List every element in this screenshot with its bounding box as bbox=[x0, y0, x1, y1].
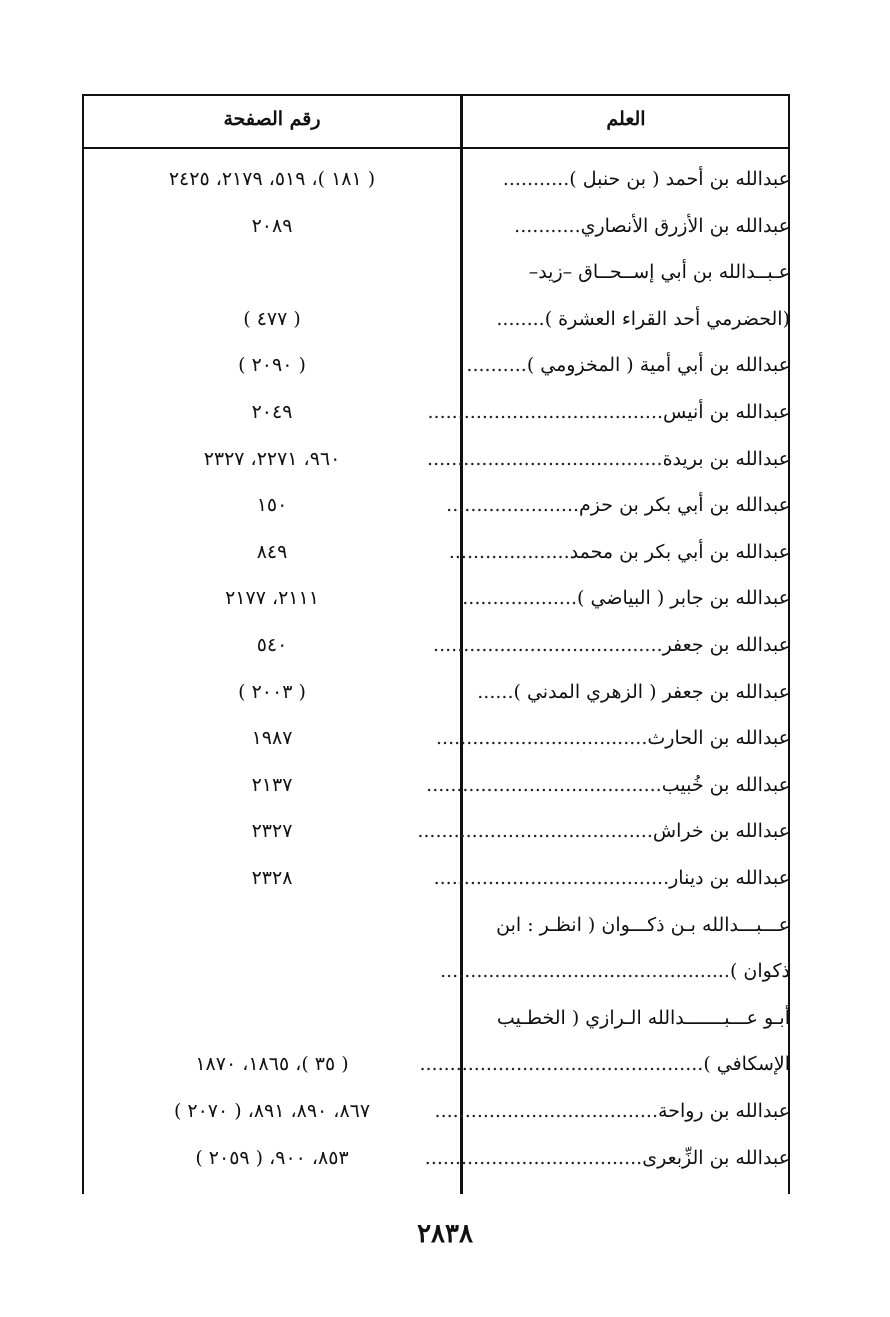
person-name bbox=[417, 808, 790, 854]
person-name bbox=[440, 948, 790, 994]
leader-dots: .................................... bbox=[424, 1146, 643, 1169]
person-name bbox=[448, 529, 790, 575]
person-name bbox=[427, 389, 790, 435]
person-name bbox=[468, 669, 790, 715]
leader-dots: ...... bbox=[477, 680, 514, 703]
leader-dots: ................................... bbox=[436, 727, 648, 750]
person-name-text: عبدالله بن أنيس bbox=[663, 401, 790, 423]
name-column-header: العلم bbox=[606, 108, 646, 130]
leader-dots: ........... bbox=[502, 168, 570, 190]
person-name-text: أبـو عـــبـــــــدالله الـرازي ( الخطـيب bbox=[496, 1006, 790, 1029]
leader-dots: ....................................... bbox=[417, 820, 653, 843]
person-name-text: عبدالله بن الزِّبعرى bbox=[642, 1146, 790, 1169]
leader-dots: ....................................... bbox=[433, 867, 670, 889]
person-name bbox=[468, 203, 790, 249]
page-references: ١٩٨٧ bbox=[251, 727, 293, 750]
leader-dots: ................................................ bbox=[440, 960, 730, 983]
index-table bbox=[82, 94, 790, 1194]
table-row bbox=[82, 762, 790, 808]
person-name bbox=[468, 995, 790, 1041]
table-row bbox=[82, 156, 790, 202]
page-references bbox=[84, 902, 460, 948]
page-references: ٢١٣٧ bbox=[251, 773, 293, 796]
leader-dots: ........... bbox=[514, 214, 581, 237]
page-references: ٢٣٢٧ bbox=[251, 820, 293, 843]
page-column-header: رقم الصفحة bbox=[223, 108, 321, 130]
table-row bbox=[82, 436, 790, 482]
person-name bbox=[419, 1041, 790, 1087]
page-references: ٢٠٤٩ bbox=[251, 401, 293, 423]
person-name bbox=[468, 156, 790, 202]
table-row bbox=[82, 622, 790, 668]
page-references: ٥٤٠ bbox=[256, 634, 288, 656]
table-row bbox=[82, 575, 790, 621]
person-name bbox=[434, 1088, 790, 1134]
table-row bbox=[82, 529, 790, 575]
leader-dots: ................... bbox=[462, 587, 578, 610]
leader-dots: .......... bbox=[466, 354, 527, 377]
leader-dots: ....................................... bbox=[427, 447, 663, 470]
header-divider bbox=[82, 147, 790, 149]
leader-dots: .................... bbox=[448, 540, 570, 563]
page-references bbox=[84, 948, 460, 994]
person-name bbox=[446, 482, 790, 528]
page-references bbox=[84, 249, 460, 295]
table-row bbox=[82, 715, 790, 761]
table-row bbox=[82, 342, 790, 388]
page-references: ٨٦٧، ٨٩٠، ٨٩١، ( ٢٠٧٠ ) bbox=[173, 1100, 371, 1122]
person-name bbox=[462, 575, 790, 621]
page-references: ٨٥٣، ٩٠٠، ( ٢٠٥٩ ) bbox=[195, 1146, 349, 1169]
person-name-text: عبدالله بن جعفر bbox=[662, 634, 790, 656]
person-name-text: عـــبـــدالله بـن ذكـــوان ( انظـر : ابن bbox=[496, 913, 790, 936]
page-references: ١٥٠ bbox=[256, 494, 288, 517]
table-top-border bbox=[82, 94, 790, 96]
page-references: ( ١٨١ )، ٥١٩، ٢١٧٩، ٢٤٢٥ bbox=[168, 168, 376, 190]
page-references: ( ٢٠٠٣ ) bbox=[238, 680, 306, 703]
person-name-text: ذكوان ) bbox=[729, 960, 790, 983]
page-references: ٢١١١، ٢١٧٧ bbox=[225, 587, 319, 610]
person-name-text: (الحضرمي أحد القراء العشرة ) bbox=[544, 307, 790, 330]
leader-dots: ...................................... bbox=[433, 634, 663, 656]
person-name-text: عبدالله بن أبي أمية ( المخزومي ) bbox=[526, 354, 790, 377]
page-references: ( ٢٠٩٠ ) bbox=[238, 354, 306, 377]
leader-dots: ............................................... bbox=[419, 1053, 704, 1076]
person-name bbox=[468, 342, 790, 388]
table-row bbox=[82, 1041, 790, 1087]
person-name bbox=[436, 715, 790, 761]
table-row bbox=[82, 948, 790, 994]
person-name-text: عبدالله بن أبي بكر بن حزم bbox=[579, 494, 790, 517]
page-references: ٩٦٠، ٢٢٧١، ٢٣٢٧ bbox=[203, 447, 341, 470]
person-name-text: عبدالله بن الأزرق الأنصاري bbox=[580, 214, 790, 237]
leader-dots: ....................................... bbox=[426, 773, 662, 796]
person-name bbox=[424, 1135, 790, 1181]
page-references bbox=[84, 995, 460, 1041]
table-row bbox=[82, 249, 790, 295]
person-name-text: عبدالله بن الحارث bbox=[647, 727, 790, 750]
page-references: ٢٣٢٨ bbox=[251, 867, 293, 889]
page-references: ( ٤٧٧ ) bbox=[243, 307, 301, 330]
person-name-text: عبدالله بن أبي بكر بن محمد bbox=[569, 540, 790, 563]
leader-dots: ....................................... bbox=[427, 401, 664, 423]
table-row bbox=[82, 1135, 790, 1181]
table-row bbox=[82, 1088, 790, 1134]
person-name bbox=[468, 902, 790, 948]
leader-dots: ........ bbox=[496, 307, 545, 330]
person-name-text: الإسكافي ) bbox=[703, 1053, 790, 1076]
person-name-text: عبدالله بن جعفر ( الزهري المدني ) bbox=[513, 680, 790, 703]
table-row bbox=[82, 995, 790, 1041]
table-row bbox=[82, 855, 790, 901]
table-row bbox=[82, 808, 790, 854]
leader-dots: ...................... bbox=[446, 494, 580, 517]
person-name-text: عبدالله بن خُبيب bbox=[661, 773, 790, 796]
person-name bbox=[468, 296, 790, 342]
person-name-text: عبدالله بن دينار bbox=[669, 867, 790, 889]
person-name-text: عبدالله بن خراش bbox=[652, 820, 790, 843]
table-row bbox=[82, 296, 790, 342]
table-row bbox=[82, 203, 790, 249]
table-row bbox=[82, 669, 790, 715]
person-name-text: عبدالله بن بريدة bbox=[662, 447, 790, 470]
person-name bbox=[433, 622, 790, 668]
person-name bbox=[468, 249, 790, 295]
person-name-text: عبدالله بن أحمد ( بن حنبل ) bbox=[569, 168, 790, 190]
person-name-text: عـبــدالله بن أبي إســحــاق –زيد– bbox=[528, 261, 790, 284]
table-row bbox=[82, 389, 790, 435]
person-name bbox=[426, 762, 790, 808]
person-name-text: عبدالله بن رواحة bbox=[658, 1100, 790, 1122]
person-name bbox=[427, 436, 790, 482]
person-name bbox=[433, 855, 790, 901]
table-row bbox=[82, 902, 790, 948]
page-references: ٢٠٨٩ bbox=[251, 214, 293, 237]
leader-dots: ..................................... bbox=[434, 1100, 659, 1122]
table-row bbox=[82, 482, 790, 528]
page-references: ٨٤٩ bbox=[256, 540, 288, 563]
person-name-text: عبدالله بن جابر ( البياضي ) bbox=[577, 587, 790, 610]
page-references: ( ٣٥ )، ١٨٦٥، ١٨٧٠ bbox=[195, 1053, 349, 1076]
page-number: ٢٨٣٨ bbox=[417, 1219, 473, 1249]
